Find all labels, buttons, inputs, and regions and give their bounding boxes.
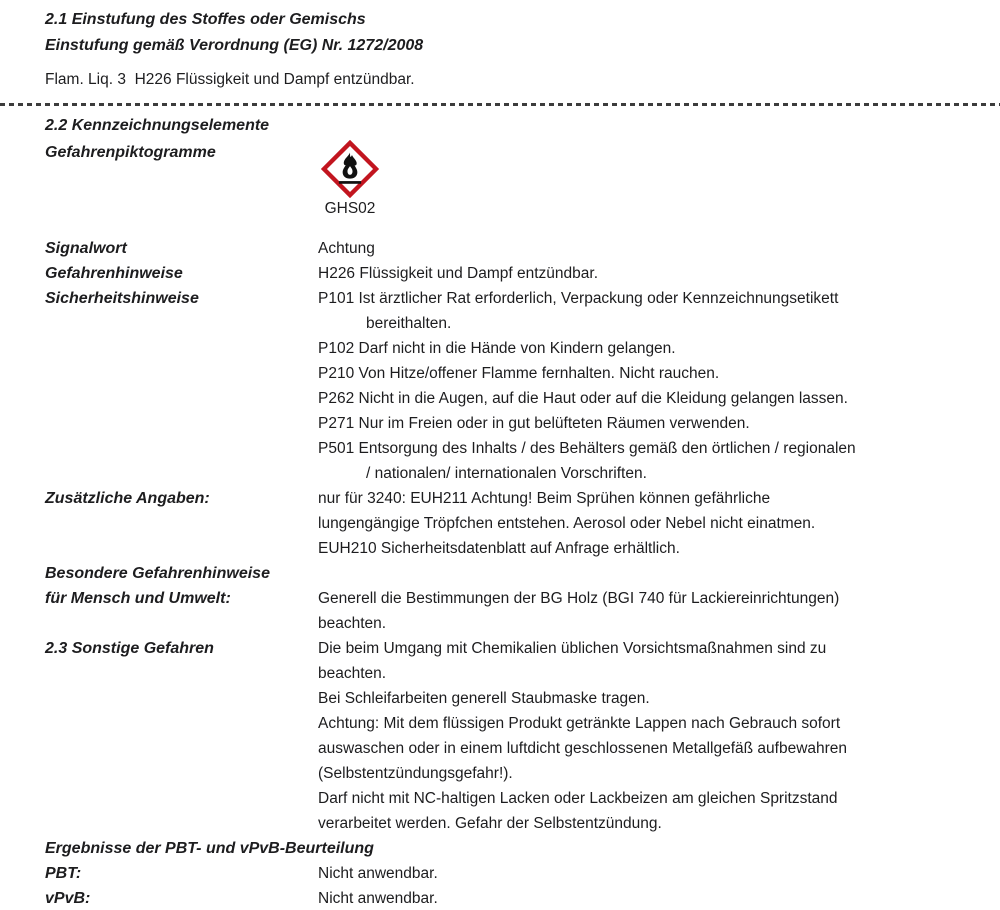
classification-statement: Flam. Liq. 3 H226 Flüssigkeit und Dampf entzündbar. [45,71,415,88]
precaution-line: bereithalten. [366,315,452,332]
other-hazard-line: verarbeitet werden. Gefahr der Selbstentzündung. [318,815,662,832]
other-hazard-line: (Selbstentzündungsgefahr!). [318,765,513,782]
other-hazard-line: Die beim Umgang mit Chemikalien üblichen Vorsichtsmaßnahmen sind zu [318,640,827,657]
vpvb-label: vPvB: [45,890,91,907]
other-hazard-line: Darf nicht mit NC-haltigen Lacken oder Lackbeizen am gleichen Spritzstand [318,790,838,807]
additional-line: EUH210 Sicherheitsdatenblatt auf Anfrage erhältlich. [318,540,680,557]
special-hazard-heading: Besondere Gefahrenhinweise [45,565,270,582]
hazard-pictograms-label: Gefahrenpiktogramme [45,144,216,161]
vpvb-value: Nicht anwendbar. [318,890,438,907]
pbt-value: Nicht anwendbar. [318,865,438,882]
dashed-divider [0,103,1000,106]
section-2-3-row [45,636,968,836]
hazard-statements-row [45,261,968,286]
additional-information-label: Zusätzliche Angaben: [45,490,210,507]
hazard-pictograms-row [45,140,968,220]
precaution-line: P262 Nicht in die Augen, auf die Haut oder auf die Kleidung gelangen lassen. [318,390,848,407]
precaution-line: P101 Ist ärztlicher Rat erforderlich, Verpackung oder Kennzeichnungsetikett [318,290,839,307]
precautionary-statements-label: Sicherheitshinweise [45,290,199,307]
pbt-row [45,861,968,886]
precautionary-statements-list [318,286,968,486]
signal-word-value: Achtung [318,240,375,257]
precautionary-statements-row [45,286,968,486]
special-hazard-line: Generell die Bestimmungen der BG Holz (BGI 740 für Lackiereinrichtungen) [318,590,840,607]
other-hazard-line: Bei Schleifarbeiten generell Staubmaske tragen. [318,690,650,707]
ghs02-pictogram [318,140,382,219]
other-hazard-line: Achtung: Mit dem flüssigen Produkt getränkte Lappen nach Gebrauch sofort [318,715,841,732]
section-2-3-heading: 2.3 Sonstige Gefahren [45,640,214,657]
vpvb-row [45,886,968,910]
regulation-subheading: Einstufung gemäß Verordnung (EG) Nr. 1272/2008 [45,37,424,54]
special-hazard-label: für Mensch und Umwelt: [45,590,231,607]
other-hazard-line: auswaschen oder in einem luftdicht geschlossenen Metallgefäß aufbewahren [318,740,848,757]
additional-line: nur für 3240: EUH211 Achtung! Beim Sprühen können gefährliche [318,490,771,507]
additional-information-list [318,486,968,561]
signal-word-row [45,236,968,261]
precaution-line: P271 Nur im Freien oder in gut belüfteten Räumen verwenden. [318,415,750,432]
signal-word-label: Signalwort [45,240,127,257]
additional-information-row [45,486,968,561]
pbt-label: PBT: [45,865,82,882]
precaution-line: / nationalen/ internationalen Vorschriften. [366,465,647,482]
hazard-statements-label: Gefahrenhinweise [45,265,183,282]
additional-line: lungengängige Tröpfchen entstehen. Aerosol oder Nebel nicht einatmen. [318,515,816,532]
other-hazards-list [318,636,968,836]
precaution-line: P501 Entsorgung des Inhalts / des Behälters gemäß den örtlichen / regionalen [318,440,856,457]
special-hazard-list [318,586,968,636]
other-hazard-line: beachten. [318,665,387,682]
section-2-1-heading: 2.1 Einstufung des Stoffes oder Gemischs [45,11,366,28]
special-hazard-row [45,586,968,636]
hazard-statement-value: H226 Flüssigkeit und Dampf entzündbar. [318,265,599,282]
section-2-2-heading: 2.2 Kennzeichnungselemente [45,117,270,134]
precaution-line: P210 Von Hitze/offener Flamme fernhalten. Nicht rauchen. [318,365,720,382]
flame-diamond-icon [321,140,379,198]
precaution-line: P102 Darf nicht in die Hände von Kindern gelangen. [318,340,676,357]
special-hazard-line: beachten. [318,615,387,632]
pbt-results-heading: Ergebnisse der PBT- und vPvB-Beurteilung [45,840,374,857]
pictogram-code-label: GHS02 [324,200,376,217]
